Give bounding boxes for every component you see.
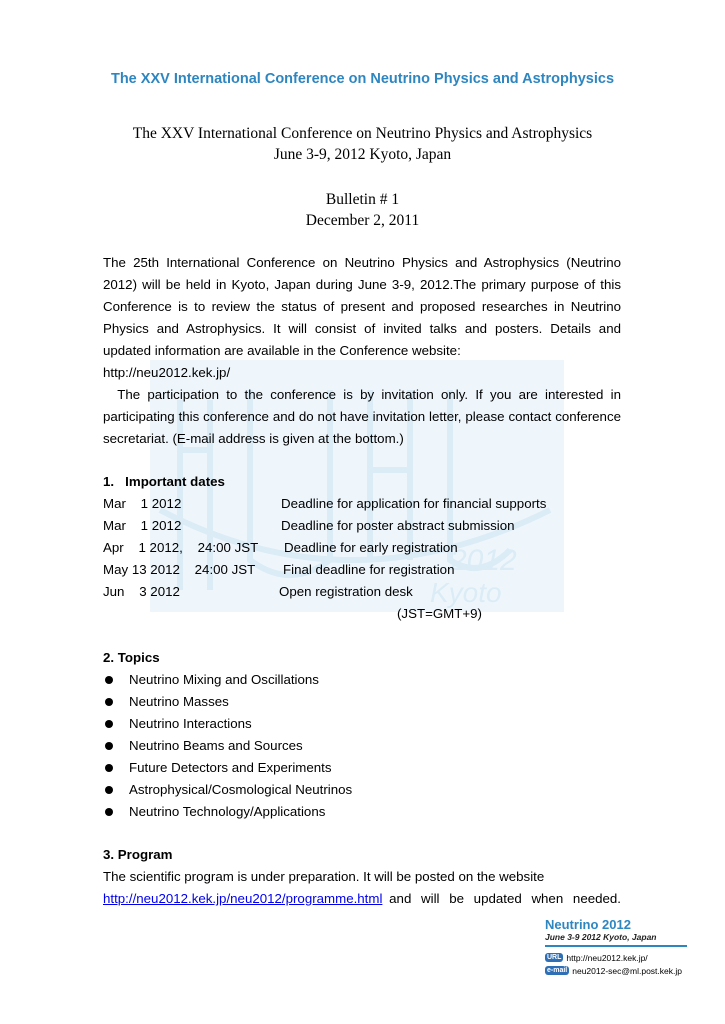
bullet-icon bbox=[105, 808, 113, 816]
bullet-icon bbox=[105, 764, 113, 772]
bullet-icon bbox=[105, 698, 113, 706]
date-cell: Mar 1 2012 bbox=[103, 518, 182, 533]
date-cell: Mar 1 2012 bbox=[103, 496, 182, 511]
document-title bbox=[0, 123, 725, 165]
footer-contact-box bbox=[545, 917, 695, 977]
bulletin-date: December 2, 2011 bbox=[305, 212, 420, 229]
important-dates-section bbox=[103, 471, 621, 625]
event-cell: Deadline for poster abstract submission bbox=[281, 518, 515, 533]
intro-line: The 25th International Conference on Neutrino Physics and Astrophysics (Neutrino bbox=[103, 255, 621, 270]
document-title-line1: The XXV International Conference on Neutrino Physics and Astrophysics bbox=[132, 125, 593, 142]
important-dates-heading: 1. Important dates bbox=[103, 474, 225, 489]
footer-url[interactable]: http://neu2012.kek.jp/ bbox=[566, 952, 648, 963]
intro-line: 2012) will be held in Kyoto, Japan during June 3-9, 2012.The primary purpose of this bbox=[103, 277, 621, 292]
date-row bbox=[103, 559, 621, 581]
page-header-title: The XXV International Conference on Neutrino Physics and Astrophysics bbox=[110, 71, 615, 87]
participation-line: participating this conference and do not have invitation letter, please contact conference bbox=[103, 409, 621, 424]
program-link[interactable]: http://neu2012.kek.jp/neu2012/programme.html bbox=[103, 891, 383, 906]
email-tag: e-mail bbox=[547, 967, 568, 974]
footer-email-line bbox=[545, 964, 695, 977]
bulletin-number: Bulletin # 1 bbox=[325, 191, 400, 208]
bullet-icon bbox=[105, 676, 113, 684]
program-heading: 3. Program bbox=[103, 847, 173, 862]
footer-title: Neutrino 2012 bbox=[545, 917, 631, 932]
topics-heading: 2. Topics bbox=[103, 650, 160, 665]
timezone-note-row bbox=[103, 603, 621, 625]
topic-label: Neutrino Mixing and Oscillations bbox=[129, 672, 319, 687]
topics-section bbox=[103, 647, 621, 823]
list-item bbox=[103, 735, 621, 757]
bulletin-block bbox=[0, 189, 725, 231]
topic-label: Neutrino Technology/Applications bbox=[129, 804, 326, 819]
website-url[interactable]: http://neu2012.kek.jp/ bbox=[103, 365, 231, 380]
date-row bbox=[103, 537, 621, 559]
bullet-icon bbox=[105, 720, 113, 728]
document-title-line2: June 3-9, 2012 Kyoto, Japan bbox=[273, 146, 452, 163]
list-item bbox=[103, 779, 621, 801]
intro-line: updated information are available in the Conference website: bbox=[103, 343, 461, 358]
list-item bbox=[103, 691, 621, 713]
date-cell: Apr 1 2012, 24:00 JST bbox=[103, 540, 259, 555]
topic-label: Neutrino Beams and Sources bbox=[129, 738, 303, 753]
date-row bbox=[103, 581, 621, 603]
topic-label: Future Detectors and Experiments bbox=[129, 760, 332, 775]
intro-line: Physics and Astrophysics. It will consist of invited talks and posters. Details and bbox=[103, 321, 621, 336]
event-cell: Deadline for early registration bbox=[284, 540, 458, 555]
timezone-note: (JST=GMT+9) bbox=[397, 606, 482, 621]
footer-divider bbox=[545, 945, 687, 947]
bullet-icon bbox=[105, 786, 113, 794]
list-item bbox=[103, 757, 621, 779]
intro-paragraph bbox=[103, 252, 621, 450]
watermark-year: 2012 bbox=[450, 544, 517, 577]
participation-line: secretariat. (E-mail address is given at the bottom.) bbox=[103, 431, 404, 446]
topic-label: Neutrino Masses bbox=[129, 694, 229, 709]
program-section bbox=[103, 844, 621, 910]
list-item bbox=[103, 801, 621, 823]
program-text-line: The scientific program is under preparation. It will be posted on the website bbox=[103, 869, 545, 884]
bullet-icon bbox=[105, 742, 113, 750]
topics-list bbox=[103, 669, 621, 823]
date-row bbox=[103, 515, 621, 537]
program-link-line bbox=[103, 888, 621, 910]
date-cell: May 13 2012 24:00 JST bbox=[103, 562, 256, 577]
url-tag: URL bbox=[547, 954, 562, 961]
date-row bbox=[103, 493, 621, 515]
topic-label: Astrophysical/Cosmological Neutrinos bbox=[129, 782, 353, 797]
event-cell: Deadline for application for financial supports bbox=[281, 496, 547, 511]
event-cell: Open registration desk bbox=[279, 584, 413, 599]
program-text-rest: and will be updated when needed. bbox=[389, 891, 621, 906]
intro-line: Conference is to review the status of present and proposed researches in Neutrino bbox=[103, 299, 621, 314]
participation-line: The participation to the conference is by invitation only. If you are interested in bbox=[103, 387, 621, 402]
list-item bbox=[103, 669, 621, 691]
date-cell: Jun 3 2012 bbox=[103, 584, 180, 599]
footer-email[interactable]: neu2012-sec@ml.post.kek.jp bbox=[572, 965, 682, 976]
footer-url-line bbox=[545, 951, 695, 964]
footer-subtitle: June 3-9 2012 Kyoto, Japan bbox=[545, 932, 657, 942]
event-cell: Final deadline for registration bbox=[283, 562, 455, 577]
topic-label: Neutrino Interactions bbox=[129, 716, 252, 731]
watermark-city: Kyoto bbox=[430, 577, 502, 608]
list-item bbox=[103, 713, 621, 735]
